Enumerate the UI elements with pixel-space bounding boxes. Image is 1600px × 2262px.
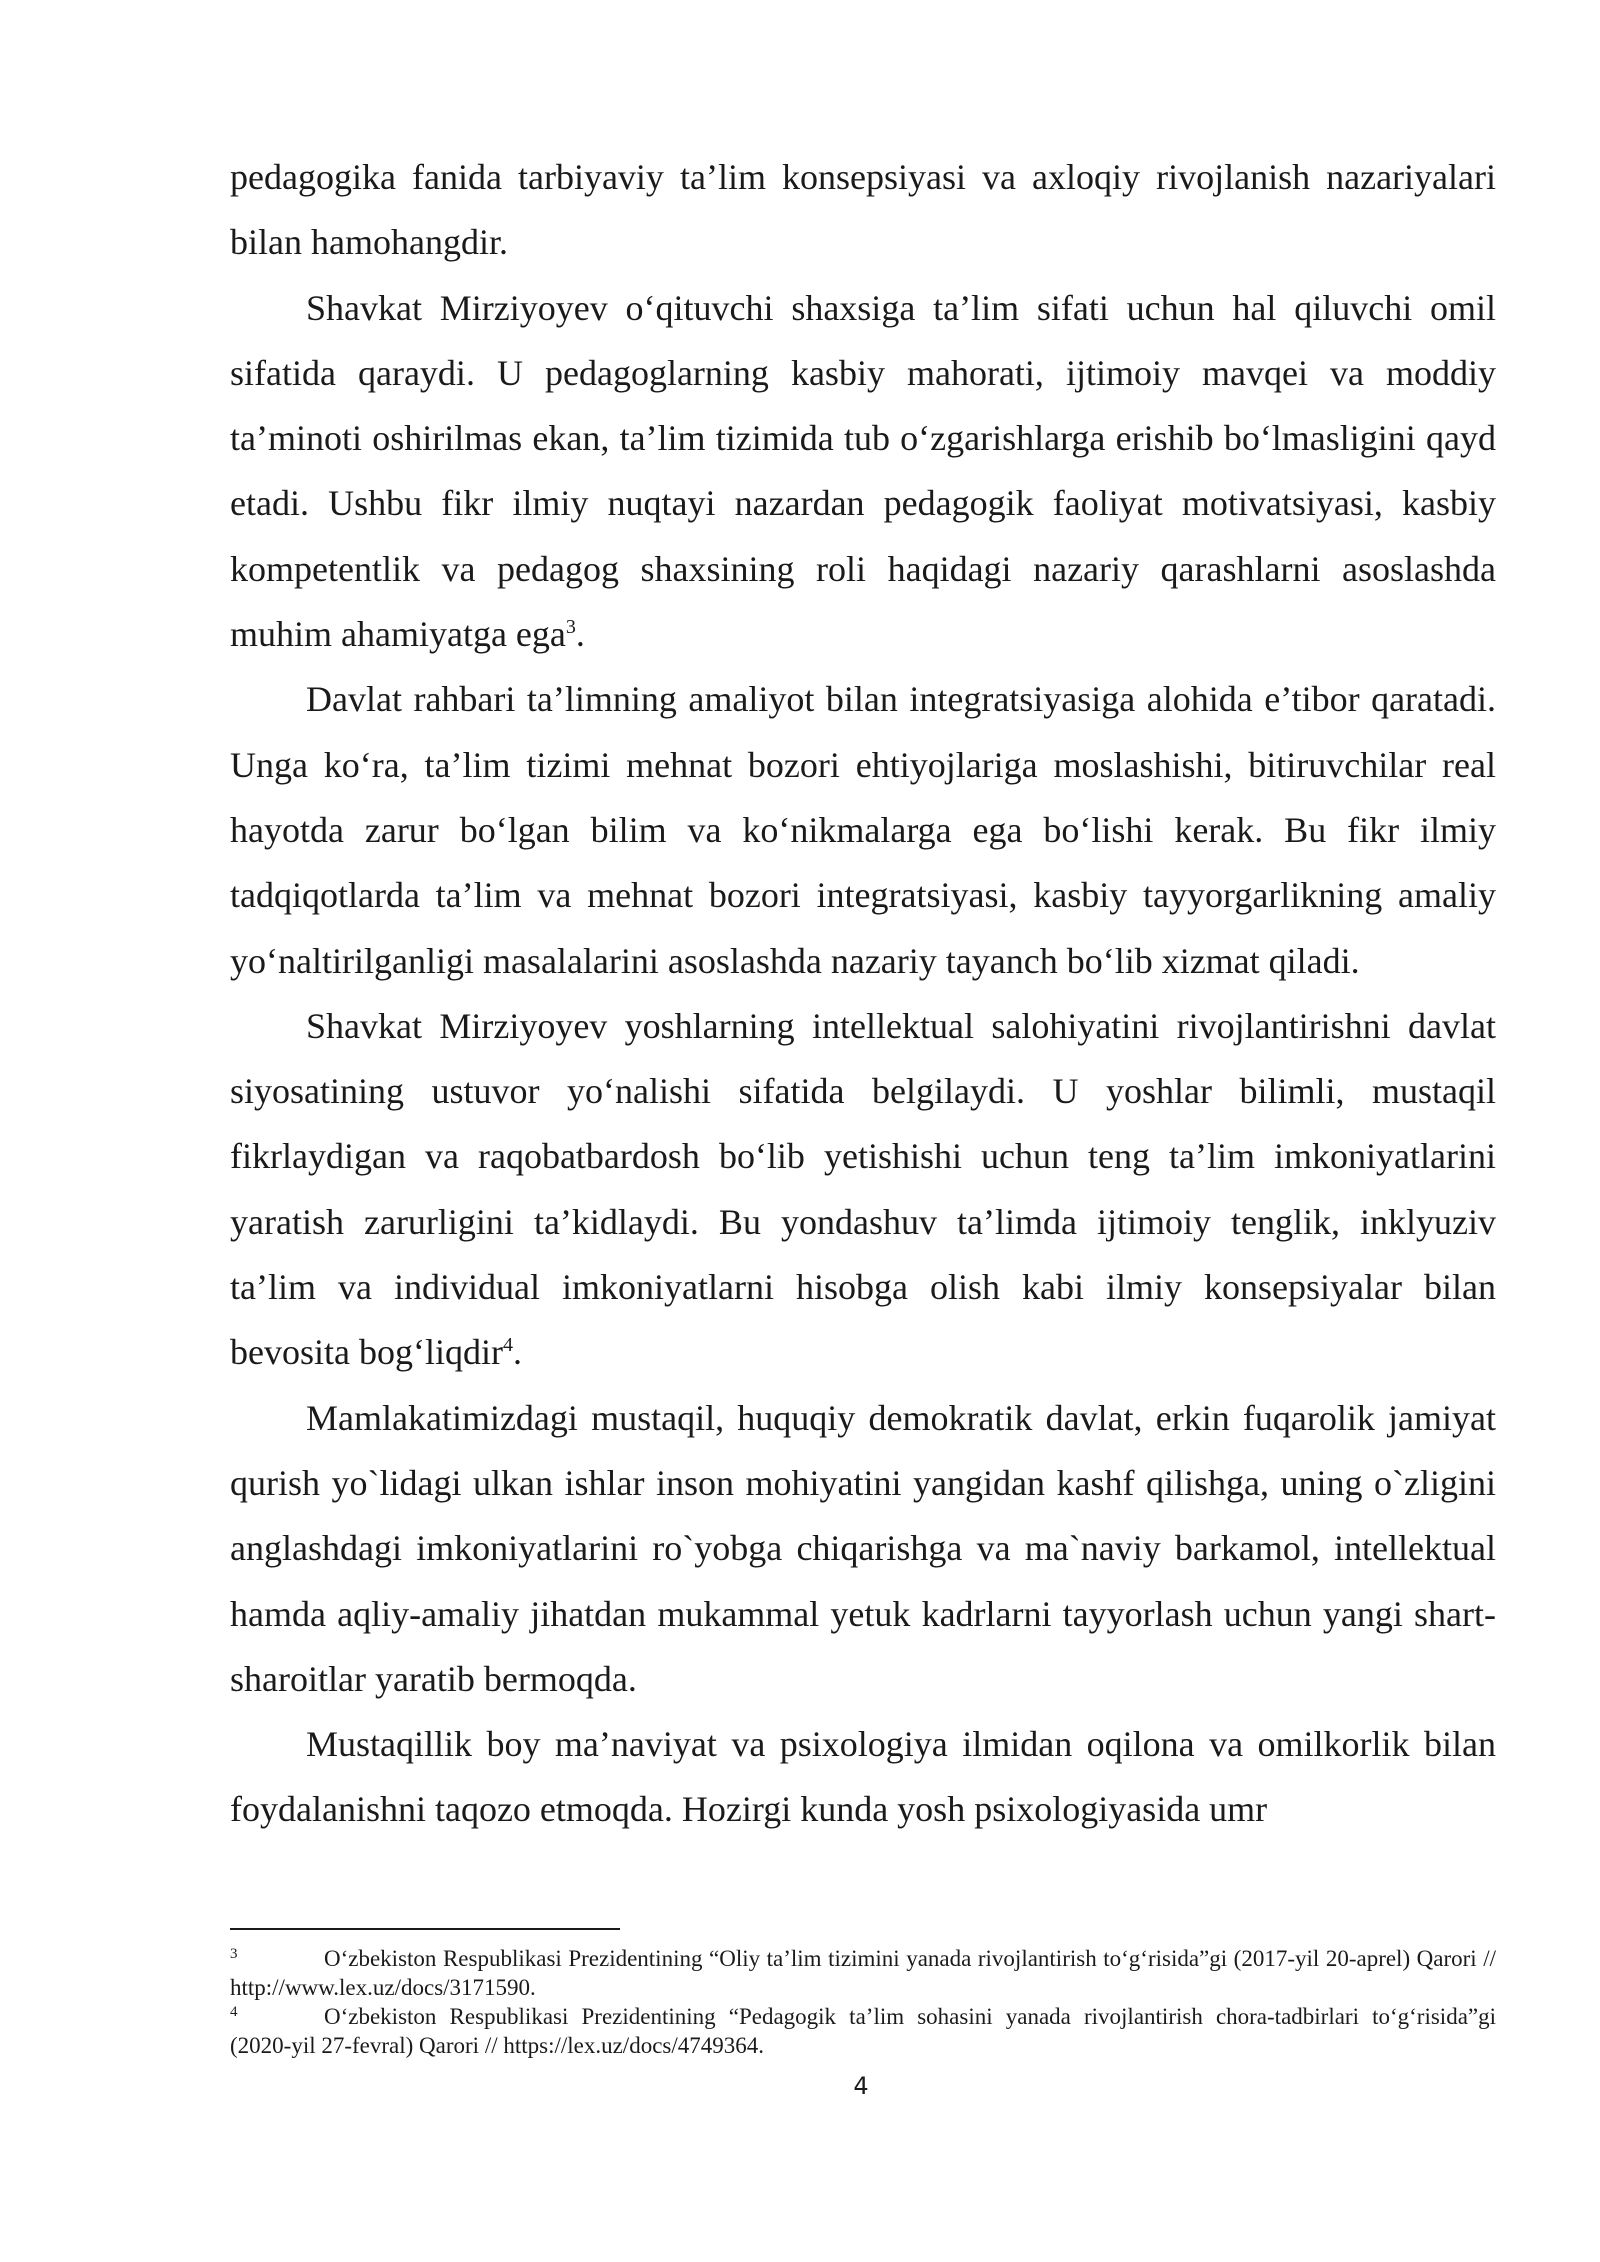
- footnote-text: O‘zbekiston Respublikasi Prezidentining “Pedagogik ta’lim sohasini yanada rivojlantirish chora-tadbirlari to‘g‘risida”gi (2020-yil 27-fevral) Qarori // https://lex.uz/docs/4749364.: [230, 2004, 1496, 2058]
- paragraph-text: Mamlakatimizdagi mustaqil, huquqiy demokratik davlat, erkin fuqarolik jamiyat qurish yo`lidagi ulkan ishlar inson mohiyatini yangidan kashf qilishga, uning o`zligini anglashdagi imkoniyatlarini ro`yobga chiqarishga va ma`naviy barkamol, intellektual hamda aqliy-amaliy jihatdan mukammal yetuk kadrlarni tayyorlash uchun yangi shart-sharoitlar yaratib bermoqda.: [230, 1397, 1496, 1699]
- paragraph-tail: .: [512, 1332, 522, 1373]
- footnotes: [230, 1944, 1496, 2060]
- paragraph-text: Shavkat Mirziyoyev o‘qituvchi shaxsiga ta’lim sifati uchun hal qiluvchi omil sifatida qaraydi. U pedagoglarning kasbiy mahorati, ijtimoiy mavqei va moddiy ta’minoti oshirilmas ekan, ta’lim tizimida tub o‘zgarishlarga erishib bo‘lmasligini qayd etadi. Ushbu fikr ilmiy nuqtayi nazardan pedagogik faoliyat motivatsiyasi, kasbiy kompetentlik va pedagog shaxsining roli haqidagi nazariy qarashlarni asoslashda muhim ahamiyatga ega: [230, 287, 1496, 655]
- footnote-text: O‘zbekiston Respublikasi Prezidentining “Oliy ta’lim tizimini yanada rivojlantirish to‘g‘risida”gi (2017-yil 20-aprel) Qarori // http://www.lex.uz/docs/3171590.: [230, 1946, 1496, 2000]
- paragraph-text: Davlat rahbari ta’limning amaliyot bilan integratsiyasiga alohida e’tibor qaratadi. Unga ko‘ra, ta’lim tizimi mehnat bozori ehtiyojlariga moslashishi, bitiruvchilar real hayotda zarur bo‘lgan bilim va ko‘nikmalarga ega bo‘lishi kerak. Bu fikr ilmiy tadqiqotlarda ta’lim va mehnat bozori integratsiyasi, kasbiy tayyorgarlikning amaliy yo‘naltirilganligi masalalarini asoslashda nazariy tayanch bo‘lib xizmat qiladi.: [230, 679, 1496, 981]
- footnote-reference[interactable]: 4: [502, 1334, 513, 1357]
- paragraph: [230, 1386, 1496, 1712]
- paragraph-text: Mustaqillik boy ma’naviyat va psixologiya ilmidan oqilona va omilkorlik bilan foydalanishni taqozo etmoqda. Hozirgi kunda yosh psixologiyasida umr: [230, 1724, 1496, 1830]
- paragraph-text: Shavkat Mirziyoyev yoshlarning intellektual salohiyatini rivojlantirishni davlat siyosatining ustuvor yo‘nalishi sifatida belgilaydi. U yoshlar bilimli, mustaqil fikrlaydigan va raqobatbardosh bo‘lib yetishishi uchun teng ta’lim imkoniyatlarini yaratish zarurligini ta’kidlaydi. Bu yondashuv ta’limda ijtimoiy tenglik, inklyuziv ta’lim va individual imkoniyatlarni hisobga olish kabi ilmiy konsepsiyalar bilan bevosita bog‘liqdir: [230, 1005, 1496, 1373]
- page-number: 4: [853, 2072, 869, 2100]
- paragraph: [230, 994, 1496, 1386]
- body-text: [230, 145, 1496, 1843]
- paragraph-text: pedagogika fanida tarbiyaviy ta’lim konsepsiyasi va axloqiy rivojlanish nazariyalari bilan hamohangdir.: [230, 157, 1496, 263]
- footnote-number: 4: [230, 2004, 238, 2020]
- footnote-reference[interactable]: 3: [565, 616, 576, 639]
- paragraph-continuation: [230, 145, 1496, 276]
- paragraph: [230, 276, 1496, 668]
- footnote: [230, 1944, 1496, 2002]
- footnote-number: 3: [230, 1946, 238, 1962]
- paragraph-tail: .: [575, 614, 585, 655]
- paragraph: [230, 667, 1496, 993]
- footnote-separator: [230, 1928, 620, 1930]
- paragraph: [230, 1712, 1496, 1843]
- footnote: [230, 2002, 1496, 2060]
